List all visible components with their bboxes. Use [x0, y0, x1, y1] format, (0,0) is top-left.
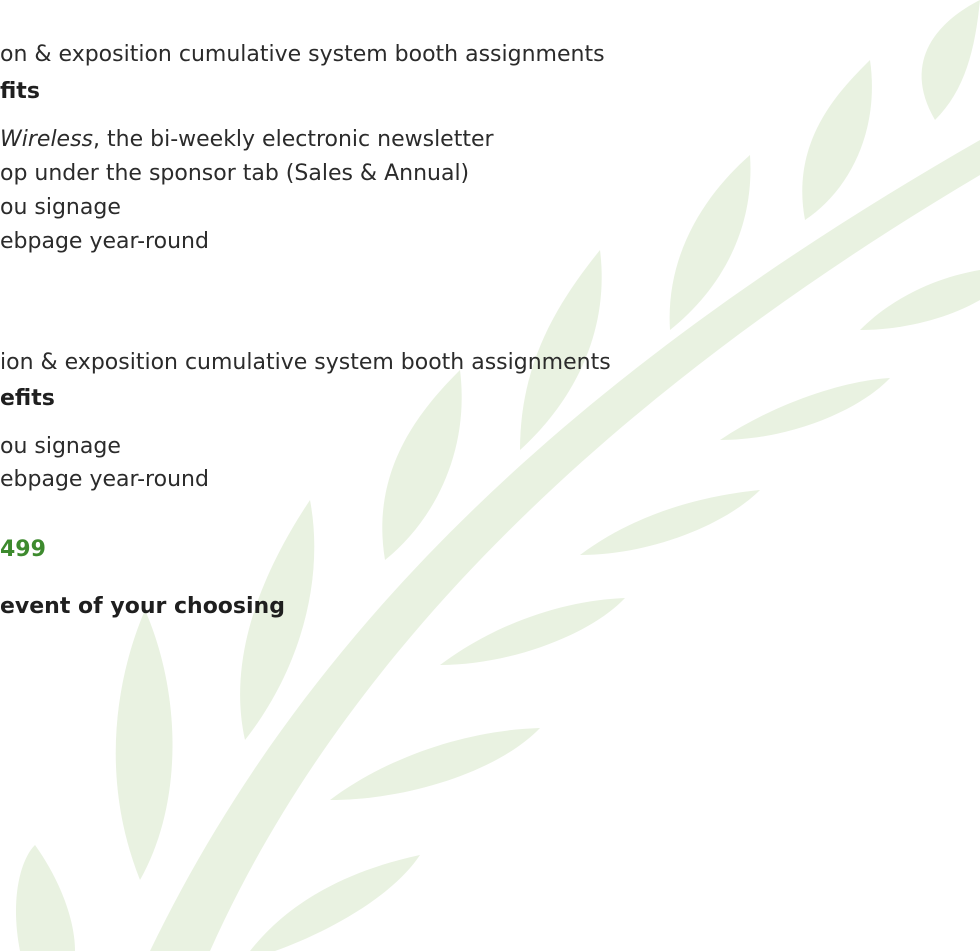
section2-benefits-heading: efits [0, 386, 55, 411]
section1-item-newsletter: Wireless, the bi-weekly electronic newsletter [0, 127, 494, 152]
newsletter-name: Wireless [0, 127, 94, 152]
section3-price: 499 [0, 537, 46, 562]
section1-intro: on & exposition cumulative system booth assignments [0, 42, 605, 67]
section2-item-signage: ou signage [0, 434, 121, 459]
section1-item-webpage: ebpage year-round [0, 229, 209, 254]
section2-item-webpage: ebpage year-round [0, 467, 209, 492]
section1-benefits-heading: fits [0, 79, 40, 104]
section3-event-line: event of your choosing [0, 594, 285, 619]
section1-item-signage: ou signage [0, 195, 121, 220]
section2-intro: ion & exposition cumulative system booth assignments [0, 350, 611, 375]
section1-item-sponsor-tab: op under the sponsor tab (Sales & Annual) [0, 161, 470, 186]
